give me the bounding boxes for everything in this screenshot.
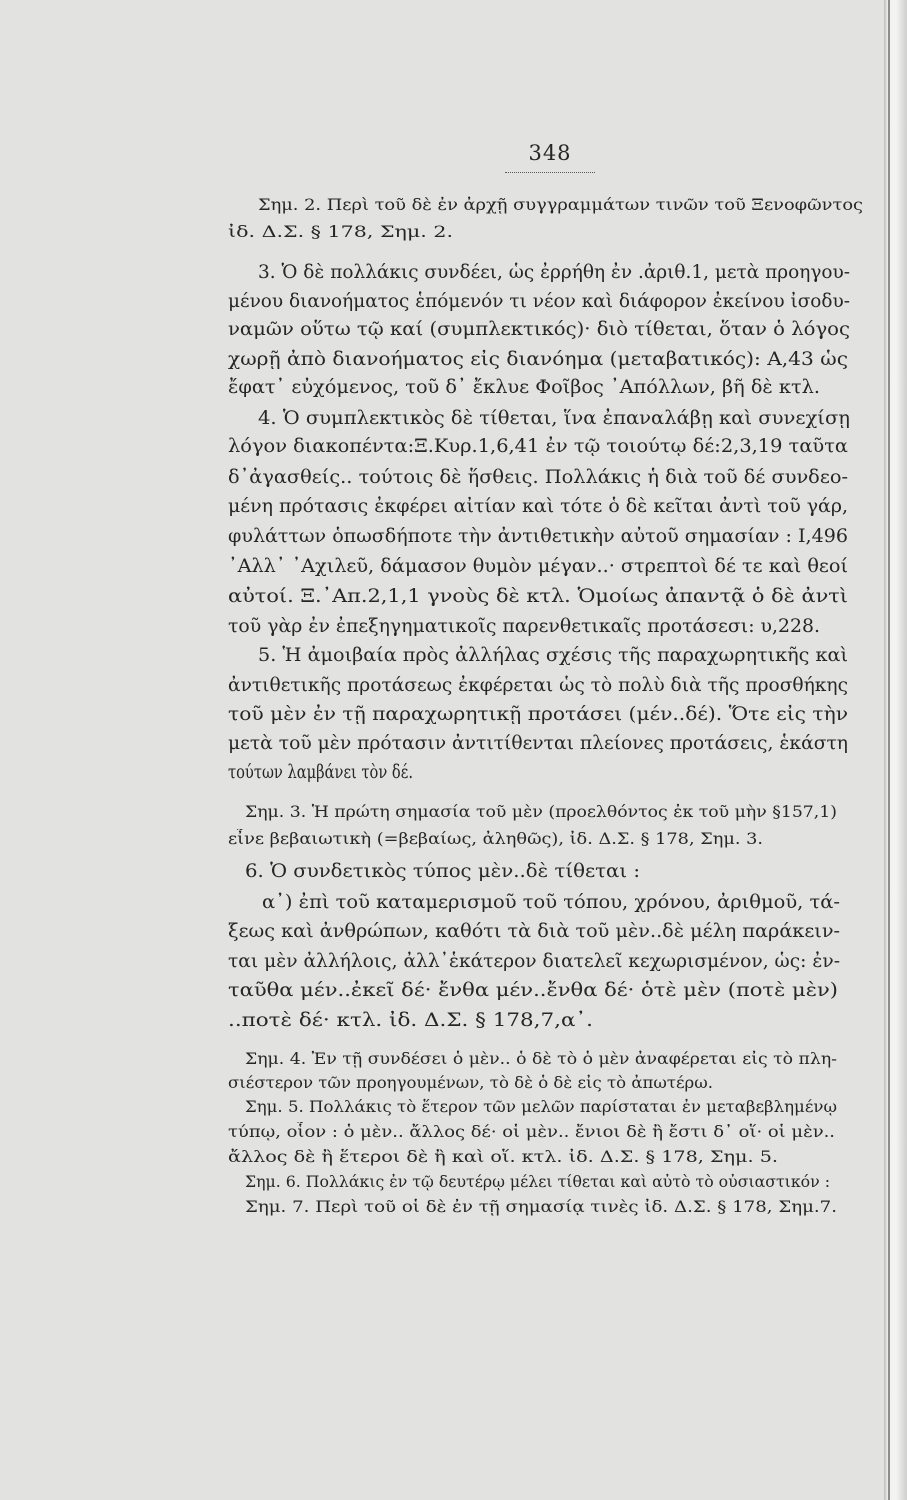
text-line: ξεως καὶ ἀνθρώπων, καθότι τὰ διὰ τοῦ μὲν..δὲ μέλη παράκειν- bbox=[228, 920, 840, 942]
text-line: φυλάττων ὁπωσδήποτε τὴν ἀντιθετικὴν αὐτοῦ σημασίαν : I,496 bbox=[228, 525, 848, 547]
text-line: α᾽) ἐπὶ τοῦ καταμερισμοῦ τοῦ τόπου, χρόνου, ἀριθμοῦ, τά- bbox=[262, 891, 840, 913]
text-line: δ᾽ἀγασθείς.. τούτοις δὲ ἥσθεις. Πολλάκις ἡ διὰ τοῦ δέ συνδεο- bbox=[228, 466, 848, 488]
text-line: αὐτοί. Ξ.᾽Απ.2,1,1 γνοὺς δὲ κτλ. Ὁμοίως ἀπαντᾷ ὁ δὲ ἀντὶ bbox=[228, 585, 848, 607]
text-line: Σημ. 6. Πολλάκις ἐν τῷ δευτέρῳ μέλει τίθεται καὶ αὐτὸ τὸ οὐσιαστικόν : bbox=[245, 1173, 830, 1191]
text-line: ταῦθα μέν..ἐκεῖ δέ· ἔνθα μέν..ἔνθα δέ· ὁτὲ μὲν (ποτὲ μὲν) bbox=[228, 979, 838, 1001]
text-line: 3. Ὁ δὲ πολλάκις συνδέει, ὡς ἐρρήθη ἐν .ἀριθ.1, μετὰ προηγου- bbox=[258, 261, 850, 283]
text-line: Σημ. 3. Ἡ πρώτη σημασία τοῦ μὲν (προελθόντος ἐκ τοῦ μὴν §157,1) bbox=[245, 803, 837, 821]
text-line: μένου διανοήματος ἑπόμενόν τι νέον καὶ διάφορον ἐκείνου ἰσοδυ- bbox=[228, 290, 850, 312]
text-line: τοῦ γὰρ ἐν ἐπεξηγηματικοῖς παρενθετικαῖς προτάσεσι: υ,228. bbox=[228, 615, 820, 637]
page-number: 348 bbox=[528, 141, 572, 165]
text-line: ἰδ. Δ.Σ. § 178, Σημ. 2. bbox=[228, 223, 453, 241]
text-line: 5. Ἡ ἀμοιβαία πρὸς ἀλλήλας σχέσις τῆς παραχωρητικῆς καὶ bbox=[258, 644, 848, 666]
text-line: ᾽Αλλ᾽ ᾽Αχιλεῦ, δάμασον θυμὸν μέγαν..· στρεπτοὶ δέ τε καὶ θεοί bbox=[228, 555, 848, 577]
text-line: Σημ. 2. Περὶ τοῦ δὲ ἐν ἀρχῇ συγγραμμάτων τινῶν τοῦ Ξενοφῶντος bbox=[258, 196, 863, 214]
text-line: λόγον διακοπέντα:Ξ.Κυρ.1,6,41 ἐν τῷ τοιούτῳ δέ:2,3,19 ταῦτα bbox=[228, 435, 848, 457]
text-line: ..ποτὲ δέ· κτλ. ἰδ. Δ.Σ. § 178,7,α᾽. bbox=[228, 1009, 593, 1031]
text-line: Σημ. 4. Ἐν τῇ συνδέσει ὁ μὲν.. ὁ δὲ τὸ ὁ μὲν ἀναφέρεται εἰς τὸ πλη- bbox=[245, 1050, 837, 1068]
text-line: ἄλλος δὲ ἢ ἕτεροι δὲ ἢ καὶ οἵ. κτλ. ἰδ. Δ.Σ. § 178, Σημ. 5. bbox=[228, 1148, 778, 1166]
page-edge-line bbox=[888, 0, 890, 1500]
text-line: μετὰ τοῦ μὲν πρότασιν ἀντιτίθενται πλείονες προτάσεις, ἑκάστη bbox=[228, 732, 848, 754]
text-line: 4. Ὁ συμπλεκτικὸς δὲ τίθεται, ἵνα ἐπαναλάβῃ καὶ συνεχίσῃ bbox=[258, 407, 850, 429]
text-line: χωρῇ ἀπὸ διανοήματος εἰς διανόημα (μεταβατικός): Α,43 ὡς bbox=[228, 348, 848, 370]
text-line: ἀντιθετικῆς προτάσεως ἐκφέρεται ὡς τὸ πολὺ διὰ τῆς προσθήκης bbox=[228, 674, 848, 696]
text-line: ἔφατ᾽ εὐχόμενος, τοῦ δ᾽ ἔκλυε Φοῖβος ᾽Απόλλων, βῆ δὲ κτλ. bbox=[228, 376, 820, 398]
text-line: Σημ. 7. Περὶ τοῦ οἱ δὲ ἐν τῇ σημασίᾳ τινὲς ἰδ. Δ.Σ. § 178, Σημ.7. bbox=[245, 1198, 837, 1216]
text-line: σιέστερον τῶν προηγουμένων, τὸ δὲ ὁ δὲ εἰς τὸ ἀπωτέρω. bbox=[228, 1074, 713, 1092]
text-line: ναμῶν οὕτω τῷ καί (συμπλεκτικός)· διὸ τίθεται, ὅταν ὁ λόγος bbox=[228, 318, 850, 340]
text-line: μένη πρότασις ἐκφέρει αἰτίαν καὶ τότε ὁ δὲ κεῖται ἀντὶ τοῦ γάρ, bbox=[228, 495, 848, 517]
page-number-rule bbox=[505, 172, 595, 173]
text-line: τύπῳ, οἷον : ὁ μὲν.. ἄλλος δέ· οἱ μὲν.. ἔνιοι δὲ ἢ ἔστι δ᾽ οἵ· οἱ μὲν.. bbox=[228, 1123, 835, 1141]
text-line: τοῦ μὲν ἐν τῇ παραχωρητικῇ προτάσει (μέν..δέ). Ὅτε εἰς τὴν bbox=[228, 703, 848, 725]
text-line: Σημ. 5. Πολλάκις τὸ ἕτερον τῶν μελῶν παρίσταται ἐν μεταβεβλημένῳ bbox=[245, 1098, 837, 1116]
text-line: τούτων λαμβάνει τὸν δέ. bbox=[228, 761, 413, 783]
text-line: 6. Ὁ συνδετικὸς τύπος μὲν..δὲ τίθεται : bbox=[245, 860, 640, 882]
text-line: εἶνε βεβαιωτικὴ (=βεβαίως, ἀληθῶς), ἰδ. Δ.Σ. § 178, Σημ. 3. bbox=[228, 830, 763, 848]
text-line: ται μὲν ἀλλήλοις, ἀλλ᾽ἑκάτερον διατελεῖ κεχωρισμένον, ὡς: ἐν- bbox=[228, 950, 840, 972]
